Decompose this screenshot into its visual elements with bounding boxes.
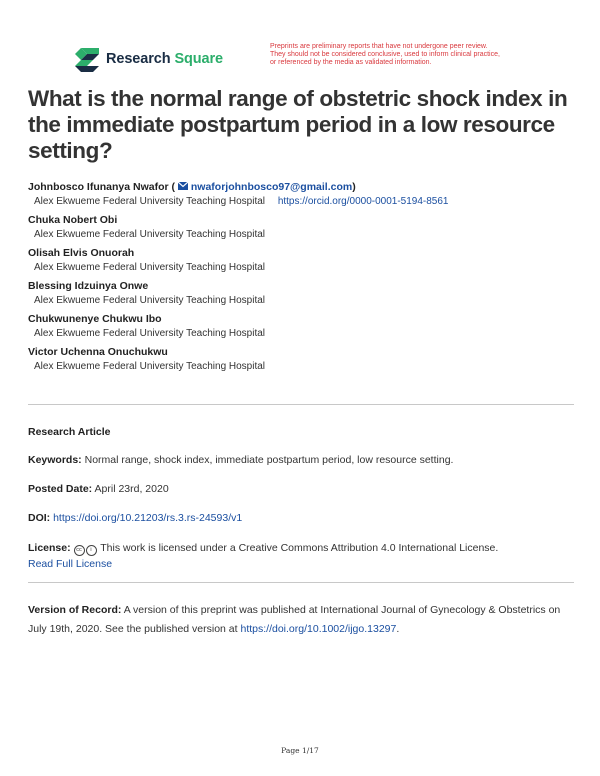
preprint-disclaimer: Preprints are preliminary reports that have not undergone peer review. They should not be considered conclusive, used to inform clinical practice, or referenced by the media as validated information. xyxy=(270,43,500,66)
brand-name: Research Square xyxy=(106,51,223,67)
author-affiliation: Alex Ekwueme Federal University Teaching Hospital xyxy=(34,328,266,339)
creative-commons-icon: cc xyxy=(74,545,85,556)
author-entry xyxy=(28,213,576,244)
version-of-record-label: Version of Record: xyxy=(28,604,122,616)
author-name: Chuka Nobert Obi xyxy=(28,214,118,226)
keywords-label: Keywords: xyxy=(28,454,82,466)
keywords-value: Normal range, shock index, immediate postpartum period, low resource setting. xyxy=(84,454,454,466)
version-of-record: Version of Record: A version of this preprint was published at International Journal of Gynecology & Obstetrics on July 19th, 2020. See the published version at https://doi.org/10.1002/ijgo.13297. xyxy=(28,604,561,635)
author-name: Victor Uchenna Onuchukwu xyxy=(28,346,168,358)
article-type: Research Article xyxy=(28,426,111,438)
author-email-link[interactable]: nwaforjohnbosco97@gmail.com xyxy=(190,181,353,193)
orcid-link[interactable]: https://orcid.org/0000-0001-5194-8561 xyxy=(277,196,449,207)
author-name: Johnbosco Ifunanya Nwafor xyxy=(28,181,169,193)
version-of-record-text: A version of this preprint was published at International Journal of Gynecology & Obstetrics on July 19th, 2020. See the published version at xyxy=(28,604,561,635)
doi-link[interactable]: https://doi.org/10.21203/rs.3.rs-24593/v1 xyxy=(53,512,243,524)
posted-date xyxy=(28,481,576,497)
posted-date-value: April 23rd, 2020 xyxy=(94,483,169,495)
doi xyxy=(28,510,576,526)
author-entry xyxy=(28,312,576,343)
doi-label: DOI: xyxy=(28,512,51,524)
author-name: Chukwunenye Chukwu Ibo xyxy=(28,313,162,325)
section-divider xyxy=(28,404,574,405)
license xyxy=(28,540,576,572)
author-entry xyxy=(28,279,576,310)
author-affiliation: Alex Ekwueme Federal University Teaching Hospital xyxy=(34,295,266,306)
posted-date-label: Posted Date: xyxy=(28,483,93,495)
author-affiliation: Alex Ekwueme Federal University Teaching Hospital xyxy=(34,361,266,372)
published-version-link[interactable]: https://doi.org/10.1002/ijgo.13297 xyxy=(240,623,397,635)
page-number: Page 1/17 xyxy=(281,746,319,755)
paper-title: What is the normal range of obstetric shock index in the immediate postpartum period in a low resource setting? xyxy=(28,86,568,163)
header xyxy=(74,44,534,80)
author-affiliation: Alex Ekwueme Federal University Teaching Hospital xyxy=(34,196,266,207)
author-affiliation: Alex Ekwueme Federal University Teaching Hospital xyxy=(34,262,266,273)
attribution-icon: i xyxy=(86,545,97,556)
read-full-license-link[interactable]: Read Full License xyxy=(28,558,113,570)
author-list xyxy=(28,180,576,378)
author-affiliation: Alex Ekwueme Federal University Teaching Hospital xyxy=(34,229,266,240)
research-square-logo[interactable] xyxy=(74,46,223,72)
research-square-logo-icon xyxy=(74,46,100,72)
keywords xyxy=(28,452,576,468)
author-entry: Johnbosco Ifunanya Nwafor ( nwaforjohnbosco97@gmail.com) Alex Ekwueme Federal University Teaching Hospital https://orcid.org/0000-0001-5194-8561 xyxy=(28,181,449,207)
author-name: Blessing Idzuinya Onwe xyxy=(28,280,149,292)
author-name: Olisah Elvis Onuorah xyxy=(28,247,135,259)
author-entry xyxy=(28,345,576,376)
license-text: This work is licensed under a Creative Commons Attribution 4.0 International License. xyxy=(100,542,499,554)
author-entry xyxy=(28,246,576,277)
section-divider xyxy=(28,582,574,583)
license-label: License: xyxy=(28,542,71,554)
envelope-icon xyxy=(175,181,191,193)
